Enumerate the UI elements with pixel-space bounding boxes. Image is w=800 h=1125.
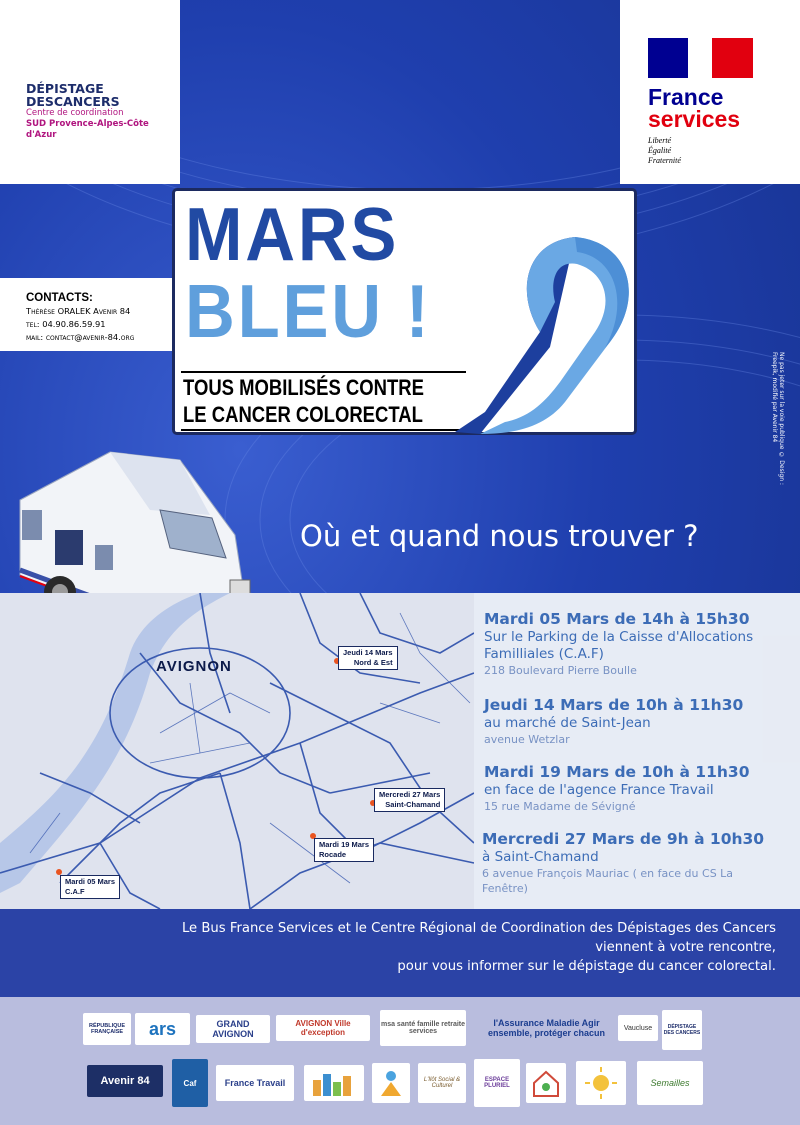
republique-francaise-logo: RÉPUBLIQUE FRANÇAISE [83,1013,131,1045]
info-band [0,909,800,997]
map-city-label: AVIGNON [156,658,232,675]
map-pin-mardi-05 [60,875,120,899]
schedule-address: avenue Wetzlar [484,733,570,746]
pin-place: Rocade [319,850,347,859]
avignon-logo: AVIGNON Ville d'exception [276,1015,370,1041]
schedule-place: à Saint-Chamand [482,849,599,865]
side-note: Ne pas jeter sur la voie publique © Design : Freepik, modifié par Avenir 84 [771,352,785,485]
info-line-1: Le Bus France Services et le Centre Régional de Coordination des Dépistages des Cancers [181,921,776,936]
contacts-person: Thérèse ORALEK Avenir 84 [26,306,131,316]
tagline-rule-bottom [181,429,466,431]
pin-date: Mercredi 27 Mars [379,790,441,799]
schedule-address: 218 Boulevard Pierre Boulle [484,664,637,677]
schedule-place: au marché de Saint-Jean [484,715,651,731]
info-line-2: viennent à votre rencontre, [595,940,776,955]
schedule-entry [484,762,794,814]
info-text [36,919,776,976]
tagline [183,374,424,428]
schedule-entry [484,695,784,747]
logo-line-2: DESCANCERS [26,94,120,109]
house-icon [531,1068,561,1098]
contacts-title: CONTACTS: [26,292,93,304]
buildings-icon [309,1070,359,1096]
france-services-line-1: France [648,84,724,110]
logo-line-3: Centre de coordination [26,108,124,118]
sun-icon [583,1065,619,1101]
ars-logo: ars [135,1013,190,1045]
devise-fraternite: Fraternité [648,156,681,165]
map-pin-mardi-19 [314,838,374,862]
contacts-tel: tel: 04.90.86.59.91 [26,319,106,329]
logo-line-1: DÉPISTAGE [26,81,104,96]
centre-social-logo [372,1063,410,1103]
schedule-entry [484,609,784,678]
schedule-date: Mardi 05 Mars de 14h à 15h30 [484,610,750,628]
caf-logo: Caf [172,1059,208,1107]
title-mars: MARS [185,192,400,276]
info-line-3: pour vous informer sur le dépistage du cancer colorectal. [397,959,776,974]
vaucluse-logo: Vaucluse [618,1015,658,1041]
schedule-date: Jeudi 14 Mars de 10h à 11h30 [484,696,744,714]
map-pin-jeudi [338,646,398,670]
city-partner-logo [304,1065,364,1101]
schedule-date: Mardi 19 Mars de 10h à 11h30 [484,763,750,781]
devise-egalite: Égalité [648,146,672,155]
avenir-84-logo: Avenir 84 [87,1065,163,1097]
schedule-address: 15 rue Madame de Sévigné [484,800,636,813]
schedule-entry [482,829,782,896]
pin-place: Nord & Est [353,658,393,667]
pin-date: Mardi 05 Mars [65,877,116,886]
devise-liberte: Liberté [648,136,672,145]
france-services-line-2: services [648,106,741,132]
question-heading: Où et quand nous trouver ? [300,519,699,553]
france-travail-logo: France Travail [216,1065,294,1101]
pin-place: Saint-Chamand [385,800,441,809]
partners-strip [0,997,800,1125]
espace-pluriel-logo: ESPACE PLURIEL [474,1059,520,1107]
marianne-flag-icon [648,38,753,78]
contacts-box [0,278,178,351]
tagline-rule-top [181,371,466,373]
assurance-maladie-logo: l'Assurance Maladie Agir ensemble, protéger chacun [487,1018,606,1038]
depistage-cancers-logo [0,0,180,184]
grand-avignon-logo: GRAND AVIGNON [196,1015,270,1043]
contacts-mail: mail: contact@avenir-84.org [26,332,135,342]
awareness-ribbon-icon [455,222,655,452]
france-services-logo [620,0,800,184]
schedule-place: en face de l'agence France Travail [484,782,714,798]
msa-logo: msa santé famille retraite services [380,1010,466,1046]
logo-line-4: SUD Provence-Alpes-Côte d'Azur [26,119,149,140]
tagline-line-2: LE CANCER COLORECTAL [183,402,423,427]
pin-date: Jeudi 14 Mars [343,648,393,657]
maison-logo [526,1063,566,1103]
pin-date: Mardi 19 Mars [319,840,370,849]
figure-icon [376,1068,406,1098]
depistage-partner-logo: DÉPISTAGE DES CANCERS [662,1010,702,1050]
schedule-address: 6 avenue François Mauriac ( en face du CS La Fenêtre) [482,867,734,895]
devise [648,136,800,166]
title-bleu: BLEU ! [185,269,432,353]
schedule-date: Mercredi 27 Mars de 9h à 10h30 [482,830,765,848]
ilot-social-logo: L'Ilôt Social & Culturel [418,1063,466,1103]
tagline-line-1: TOUS MOBILISÉS CONTRE [183,375,424,400]
schedule-place: Sur le Parking de la Caisse d'Allocations Familliales (C.A.F) [484,629,754,662]
sun-partner-logo [576,1061,626,1105]
map-pin-mercredi [374,788,445,812]
semailles-logo: Semailles [637,1061,703,1105]
pin-place: C.A.F [65,887,85,896]
